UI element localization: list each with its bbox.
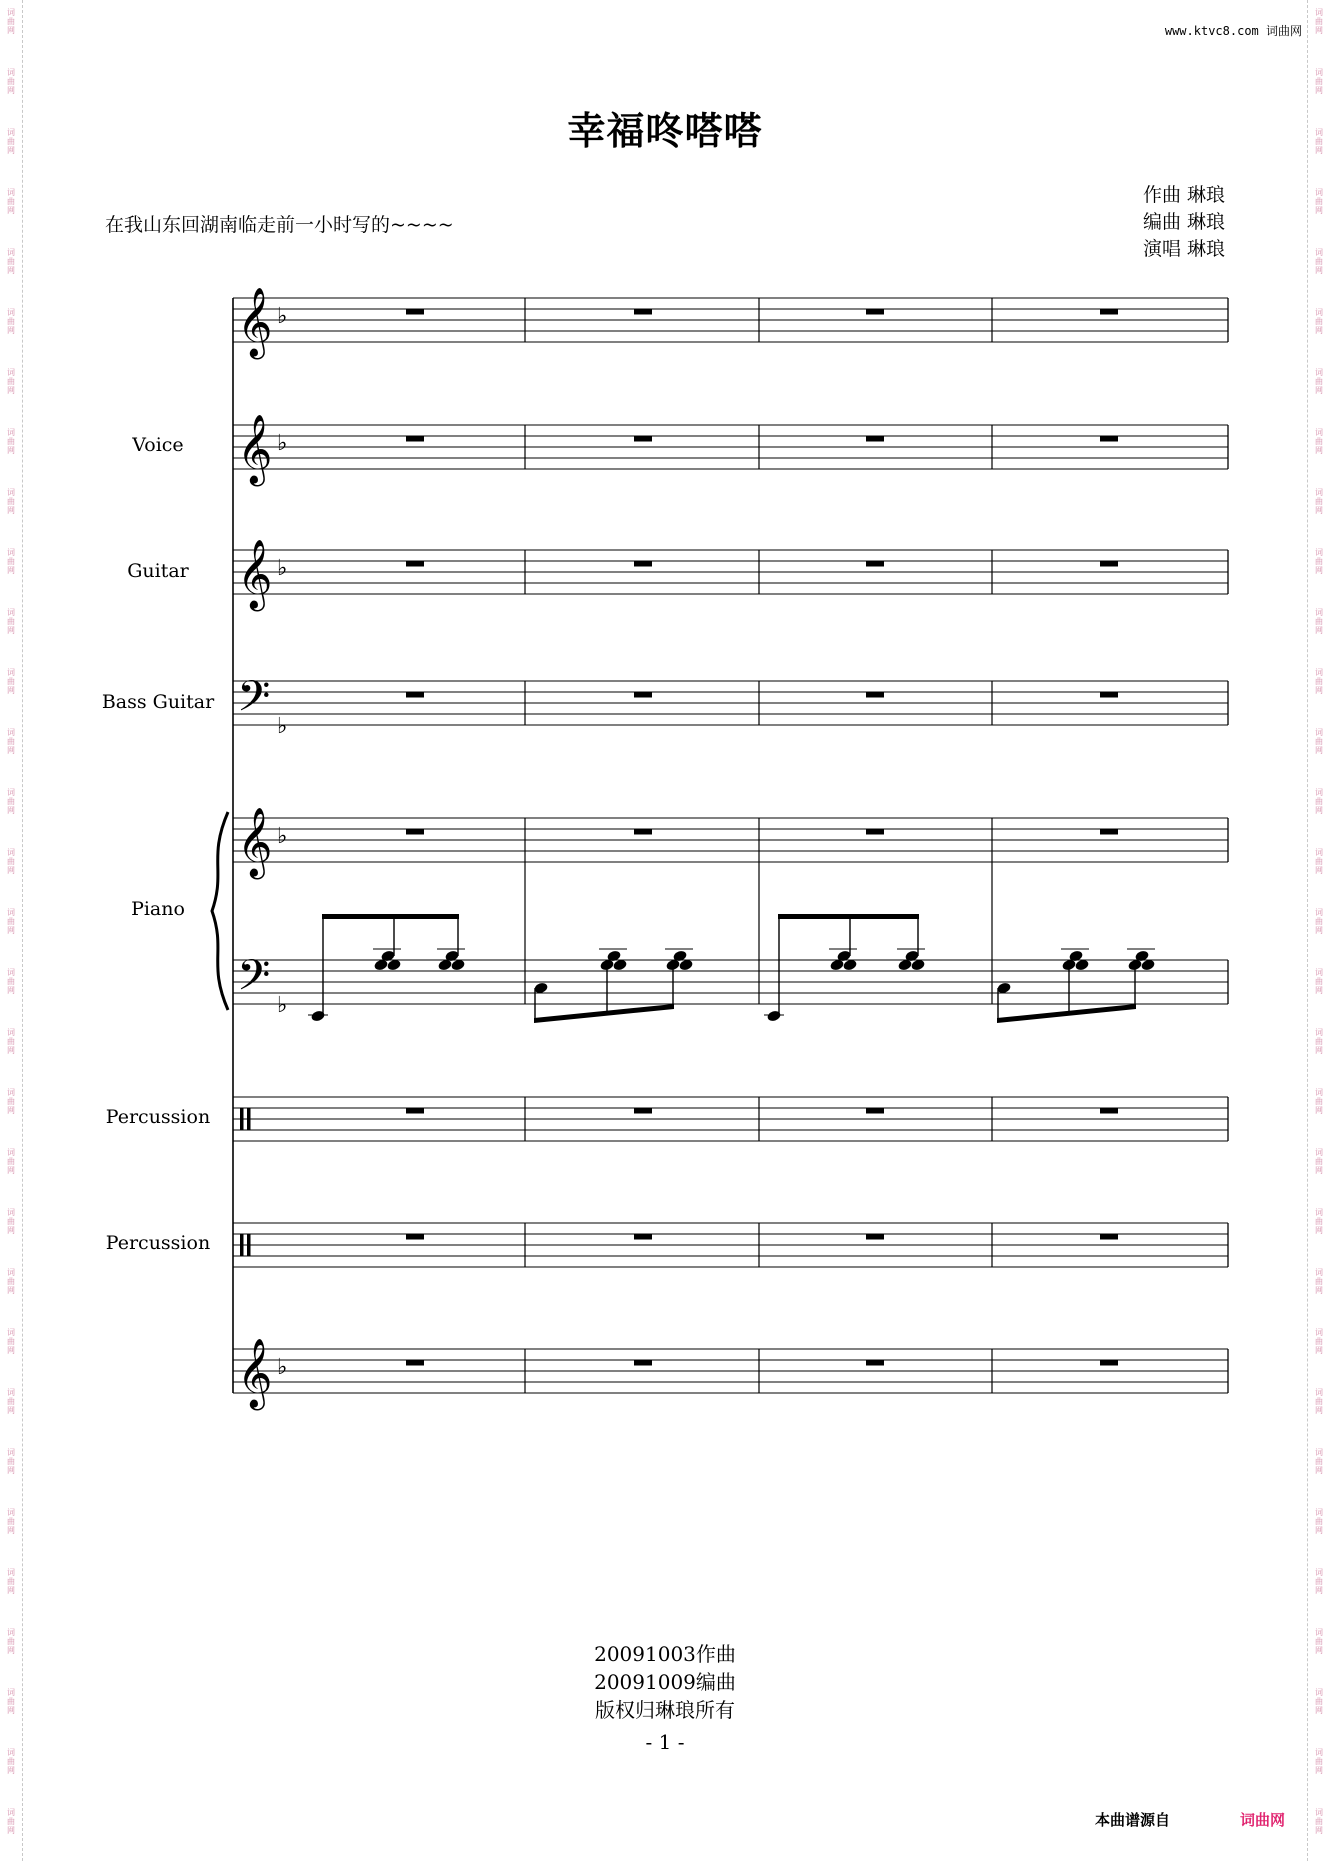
watermark-glyph: 词 曲 网 [1315,188,1323,215]
beam [322,914,459,919]
watermark-glyph: 词 曲 网 [7,1268,15,1295]
watermark-glyph: 词 曲 网 [7,188,15,215]
whole-rest [634,1108,652,1114]
whole-rest [634,829,652,835]
whole-rest [866,1108,884,1114]
watermark-glyph: 词 曲 网 [1315,668,1323,695]
whole-rest [1100,692,1118,698]
staff [233,539,1228,611]
staff [233,672,1228,739]
beam [534,1004,674,1023]
watermark-glyph: 词 曲 网 [1315,848,1323,875]
whole-rest [1100,1360,1118,1366]
bass-clef: 𝄢 [237,672,271,732]
watermark-glyph: 词 曲 网 [1315,1268,1323,1295]
treble-clef: 𝄞 [237,539,273,609]
staff [233,1223,1228,1267]
bass-clef: 𝄢 [237,951,271,1011]
watermark-glyph: 词 曲 网 [7,548,15,575]
watermark-glyph: 词 曲 网 [1315,728,1323,755]
percussion-clef [240,1234,244,1256]
footer [0,1640,1330,1724]
watermark-glyph: 词 曲 网 [7,1088,15,1115]
treble-clef: 𝄞 [237,287,273,357]
whole-rest [866,692,884,698]
watermark-glyph: 词 曲 网 [7,428,15,455]
whole-rest [634,1234,652,1240]
whole-rest [866,829,884,835]
instrument-label-voice: Voice [132,434,184,456]
watermark-glyph: 词 曲 网 [1315,968,1323,995]
arrange-date: 20091009编曲 [594,1670,736,1694]
watermark-glyph: 词 曲 网 [7,128,15,155]
watermark-glyph: 词 曲 网 [7,68,15,95]
watermark-glyph: 词 曲 网 [1315,908,1323,935]
watermark-glyph: 词 曲 网 [1315,608,1323,635]
whole-rest [634,692,652,698]
watermark-glyph: 词 曲 网 [1315,308,1323,335]
watermark-glyph: 词 曲 网 [1315,8,1323,35]
watermark-glyph: 词 曲 网 [7,608,15,635]
instrument-label-percussion-1: Percussion [105,1106,211,1128]
watermark-glyph: 词 曲 网 [1315,1688,1323,1715]
source-site-link[interactable]: 词曲网 [1240,1811,1286,1829]
watermark-glyph: 词 曲 网 [7,728,15,755]
watermark-glyph: 词 曲 网 [7,1328,15,1355]
watermark-glyph: 词 曲 网 [7,1808,15,1835]
staff [233,1097,1228,1141]
watermark-glyph: 词 曲 网 [7,788,15,815]
instrument-label-piano: Piano [131,898,185,920]
watermark-glyph: 词 曲 网 [7,1748,15,1775]
watermark-glyph: 词 曲 网 [1315,248,1323,275]
arranger-credit: 编曲 琳琅 [1142,211,1225,233]
watermark-glyph: 词 曲 网 [7,8,15,35]
watermark-glyph: 词 曲 网 [7,1568,15,1595]
piano-brace [212,812,228,1010]
watermark-glyph: 词 曲 网 [7,368,15,395]
whole-rest [634,436,652,442]
treble-clef: 𝄞 [237,414,273,484]
whole-rest [1100,1234,1118,1240]
percussion-clef [247,1234,251,1256]
whole-rest [866,436,884,442]
flat-key-signature: ♭ [277,1355,288,1380]
whole-rest [406,561,424,567]
whole-rest [1100,309,1118,315]
whole-rest [406,1108,424,1114]
composer-credit: 作曲 琳琅 [1142,184,1225,206]
percussion-clef [240,1108,244,1130]
whole-rest [1100,436,1118,442]
whole-rest [406,1234,424,1240]
whole-rest [866,309,884,315]
score-title: 幸福咚嗒嗒 [567,109,763,153]
watermark-glyph: 词 曲 网 [1315,368,1323,395]
whole-rest [406,1360,424,1366]
source-label: 本曲谱源自 [1095,1811,1171,1829]
watermark-glyph: 词 曲 网 [7,908,15,935]
instrument-label-guitar: Guitar [127,560,189,582]
watermark-glyph: 词 曲 网 [1315,1028,1323,1055]
site-url: www.ktvc8.com 词曲网 [1164,24,1302,38]
watermark-glyph: 词 曲 网 [7,308,15,335]
watermark-glyph: 词 曲 网 [7,968,15,995]
watermark-glyph: 词 曲 网 [1315,1388,1323,1415]
watermark-glyph: 词 曲 网 [7,1688,15,1715]
whole-rest [406,436,424,442]
watermark-glyph: 词 曲 网 [1315,548,1323,575]
watermark-glyph: 词 曲 网 [1315,68,1323,95]
whole-rest [634,309,652,315]
watermark-glyph: 词 曲 网 [7,1028,15,1055]
flat-key-signature: ♭ [277,556,288,581]
watermark-glyph: 词 曲 网 [1315,1628,1323,1655]
watermark-glyph: 词 曲 网 [7,1508,15,1535]
copyright: 版权归琳琅所有 [595,1698,735,1722]
instrument-label-percussion-2: Percussion [105,1232,211,1254]
watermark-glyph: 词 曲 网 [1315,428,1323,455]
staff [233,414,1228,486]
watermark-glyph: 词 曲 网 [1315,1808,1323,1835]
treble-clef: 𝄞 [237,1338,273,1408]
watermark-glyph: 词 曲 网 [7,1208,15,1235]
watermark-glyph: 词 曲 网 [7,488,15,515]
watermark-glyph: 词 曲 网 [7,668,15,695]
watermark-glyph: 词 曲 网 [7,248,15,275]
watermark-glyph: 词 曲 网 [7,1628,15,1655]
whole-rest [406,692,424,698]
watermark-glyph: 词 曲 网 [1315,488,1323,515]
watermark-glyph: 词 曲 网 [7,1448,15,1475]
whole-rest [1100,1108,1118,1114]
watermark-glyph: 词 曲 网 [1315,1448,1323,1475]
singer-credit: 演唱 琳琅 [1142,238,1225,260]
whole-rest [1100,561,1118,567]
composer-note: 在我山东回湖南临走前一小时写的~~~~ [105,214,454,236]
flat-key-signature: ♭ [277,304,288,329]
staff [233,807,1228,879]
watermark-glyph: 词 曲 网 [1315,788,1323,815]
whole-rest [634,1360,652,1366]
compose-date: 20091003作曲 [594,1642,736,1666]
beam [778,914,919,919]
whole-rest [406,309,424,315]
whole-rest [1100,829,1118,835]
watermark-glyph: 词 曲 网 [7,1148,15,1175]
instrument-label-bass-guitar: Bass Guitar [101,691,215,713]
flat-key-signature: ♭ [277,714,288,739]
whole-rest [406,829,424,835]
whole-rest [866,561,884,567]
watermark-glyph: 词 曲 网 [1315,1568,1323,1595]
percussion-clef [247,1108,251,1130]
whole-rest [634,561,652,567]
flat-key-signature: ♭ [277,824,288,849]
whole-rest [866,1234,884,1240]
treble-clef: 𝄞 [237,807,273,877]
whole-rest [866,1360,884,1366]
watermark-glyph: 词 曲 网 [1315,128,1323,155]
watermark-glyph: 词 曲 网 [1315,1748,1323,1775]
flat-key-signature: ♭ [277,431,288,456]
beam [997,1004,1136,1023]
watermark-glyph: 词 曲 网 [7,848,15,875]
flat-key-signature: ♭ [277,993,288,1018]
page-number: - 1 - [645,1730,685,1754]
staff [233,287,1228,359]
watermark-glyph: 词 曲 网 [1315,1328,1323,1355]
watermark-glyph: 词 曲 网 [1315,1148,1323,1175]
watermark-glyph: 词 曲 网 [1315,1508,1323,1535]
watermark-glyph: 词 曲 网 [1315,1088,1323,1115]
watermark-glyph: 词 曲 网 [7,1388,15,1415]
watermark-glyph: 词 曲 网 [1315,1208,1323,1235]
staff [233,1338,1228,1410]
